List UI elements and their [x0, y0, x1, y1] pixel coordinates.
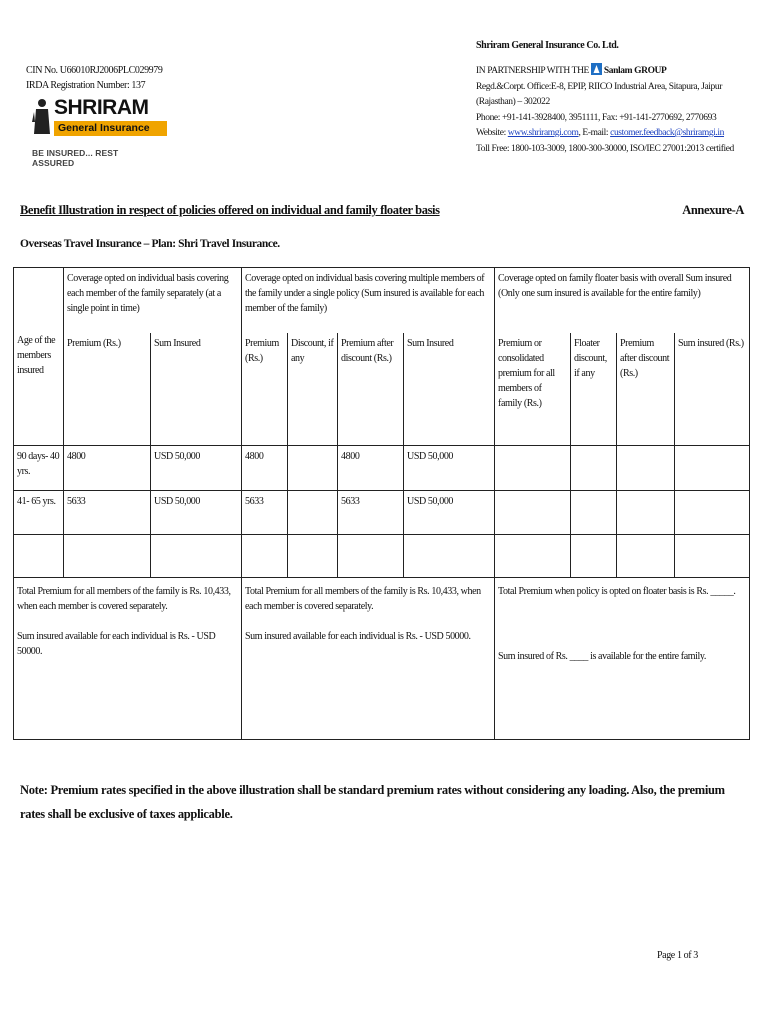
col-header: Premium after discount (Rs.) [617, 333, 675, 446]
tollfree-line: Toll Free: 1800-103-3009, 1800-300-30000, ISO/IEC 27001:2013 certified [476, 143, 734, 154]
group2-header: Coverage opted on individual basis covering multiple members of the family under a single policy (Sum insured is available for each member of the family) [242, 268, 495, 333]
age-cell [14, 535, 64, 578]
col-header: Sum insured (Rs.) [675, 333, 750, 446]
phone-line: Phone: +91-141-3928400, 3951111, Fax: +91-141-2770692, 2770693 [476, 112, 717, 123]
page-number: Page 1 of 3 [657, 950, 698, 961]
logo-bar-text: General Insurance [58, 122, 150, 134]
address-line-1: Regd.&Corpt. Office:E-8, EPIP, RIICO Industrial Area, Sitapura, Jaipur [476, 81, 722, 92]
data-cell: 5633 [64, 491, 151, 535]
data-cell [675, 491, 750, 535]
data-cell [571, 491, 617, 535]
data-cell: USD 50,000 [404, 491, 495, 535]
data-cell [288, 535, 338, 578]
shriram-logo [28, 96, 150, 168]
group1-summary [14, 578, 242, 740]
group1-header: Coverage opted on individual basis covering each member of the family separately (at a single point in time) [64, 268, 242, 333]
data-cell [288, 491, 338, 535]
partnership-line [476, 63, 746, 80]
data-cell [675, 535, 750, 578]
group2-total-text: Total Premium for all members of the family is Rs. 10,433, when each member is covered separately. [245, 586, 481, 612]
group1-sum-text: Sum insured available for each individual is Rs. - USD 50000. [17, 631, 216, 657]
logo-bar [54, 121, 167, 136]
data-cell [675, 446, 750, 491]
data-cell [495, 535, 571, 578]
sanlam-logo-icon [591, 63, 602, 75]
data-cell [617, 446, 675, 491]
data-cell [404, 535, 495, 578]
plan-name: Overseas Travel Insurance – Plan: Shri Travel Insurance. [20, 238, 280, 250]
group3-sum-text: Sum insured of Rs. ____ is available for the entire family. [498, 651, 706, 662]
page-title: Benefit Illustration in respect of policies offered on individual and family floater basis [20, 203, 440, 217]
group2-sum-text: Sum insured available for each individual is Rs. - USD 50000. [245, 631, 471, 642]
table-row [14, 535, 750, 578]
email-prefix: , E-mail: [578, 128, 609, 138]
data-cell [617, 491, 675, 535]
group3-total-text: Total Premium when policy is opted on floater basis is Rs. _____. [498, 586, 736, 597]
data-cell [288, 446, 338, 491]
column-header-row [14, 333, 750, 446]
col-header: Premium after discount (Rs.) [338, 333, 404, 446]
col-header: Sum Insured [151, 333, 242, 446]
logo-tagline: BE INSURED... REST ASSURED [32, 148, 119, 168]
table-row [14, 446, 750, 491]
group2-summary [242, 578, 495, 740]
data-cell [338, 535, 404, 578]
logo-wordmark: SHRIRAM [54, 96, 149, 119]
footnote: Note: Premium rates specified in the above illustration shall be standard premium rates without considering any loading. Also, the premium rates shall be exclusive of taxes applicable. [20, 783, 725, 821]
website-link[interactable]: www.shriramgi.com [507, 128, 579, 138]
group3-header: Coverage opted on family floater basis with overall Sum insured (Only one sum insured is available for the entire family) [495, 268, 750, 333]
data-cell: USD 50,000 [151, 491, 242, 535]
shriram-figure-icon [32, 98, 52, 136]
cin-number: CIN No. U66010RJ2006PLC029979 [26, 65, 163, 76]
age-header-text: Age of the members insured [17, 334, 56, 376]
data-cell [242, 535, 288, 578]
col-header: Discount, if any [288, 333, 338, 446]
website-line [476, 126, 746, 142]
age-cell: 90 days- 40 yrs. [14, 446, 64, 491]
data-cell: 4800 [242, 446, 288, 491]
data-cell [617, 535, 675, 578]
data-cell [571, 446, 617, 491]
age-cell: 41- 65 yrs. [14, 491, 64, 535]
group3-summary [495, 578, 750, 740]
annexure-label: Annexure-A [682, 203, 744, 217]
company-name: Shriram General Insurance Co. Ltd. [476, 40, 619, 51]
group-header-row [14, 268, 750, 333]
data-cell [495, 446, 571, 491]
age-header [14, 333, 64, 446]
age-header-top [14, 268, 64, 333]
partnership-prefix: IN PARTNERSHIP WITH THE [476, 66, 589, 76]
data-cell [495, 491, 571, 535]
col-header: Premium (Rs.) [64, 333, 151, 446]
data-cell: 5633 [242, 491, 288, 535]
data-cell [151, 535, 242, 578]
table-row [14, 491, 750, 535]
partner-name: Sanlam GROUP [603, 66, 667, 76]
benefit-table [13, 267, 750, 740]
data-cell: 5633 [338, 491, 404, 535]
company-details [476, 63, 746, 157]
col-header: Floater discount, if any [571, 333, 617, 446]
email-link[interactable]: customer.feedback@shriramgi.in [610, 128, 725, 138]
data-cell [64, 535, 151, 578]
data-cell: 4800 [64, 446, 151, 491]
data-cell: USD 50,000 [404, 446, 495, 491]
irda-number: IRDA Registration Number: 137 [26, 80, 146, 91]
address-line-2: (Rajasthan) – 302022 [476, 97, 550, 107]
data-cell: USD 50,000 [151, 446, 242, 491]
data-cell [571, 535, 617, 578]
group1-total-text: Total Premium for all members of the family is Rs. 10,433, when each member is covered separately. [17, 586, 231, 612]
summary-row [14, 578, 750, 740]
col-header: Premium (Rs.) [242, 333, 288, 446]
col-header: Sum Insured [404, 333, 495, 446]
col-header: Premium or consolidated premium for all members of family (Rs.) [495, 333, 571, 446]
website-prefix: Website: [476, 128, 506, 138]
data-cell: 4800 [338, 446, 404, 491]
